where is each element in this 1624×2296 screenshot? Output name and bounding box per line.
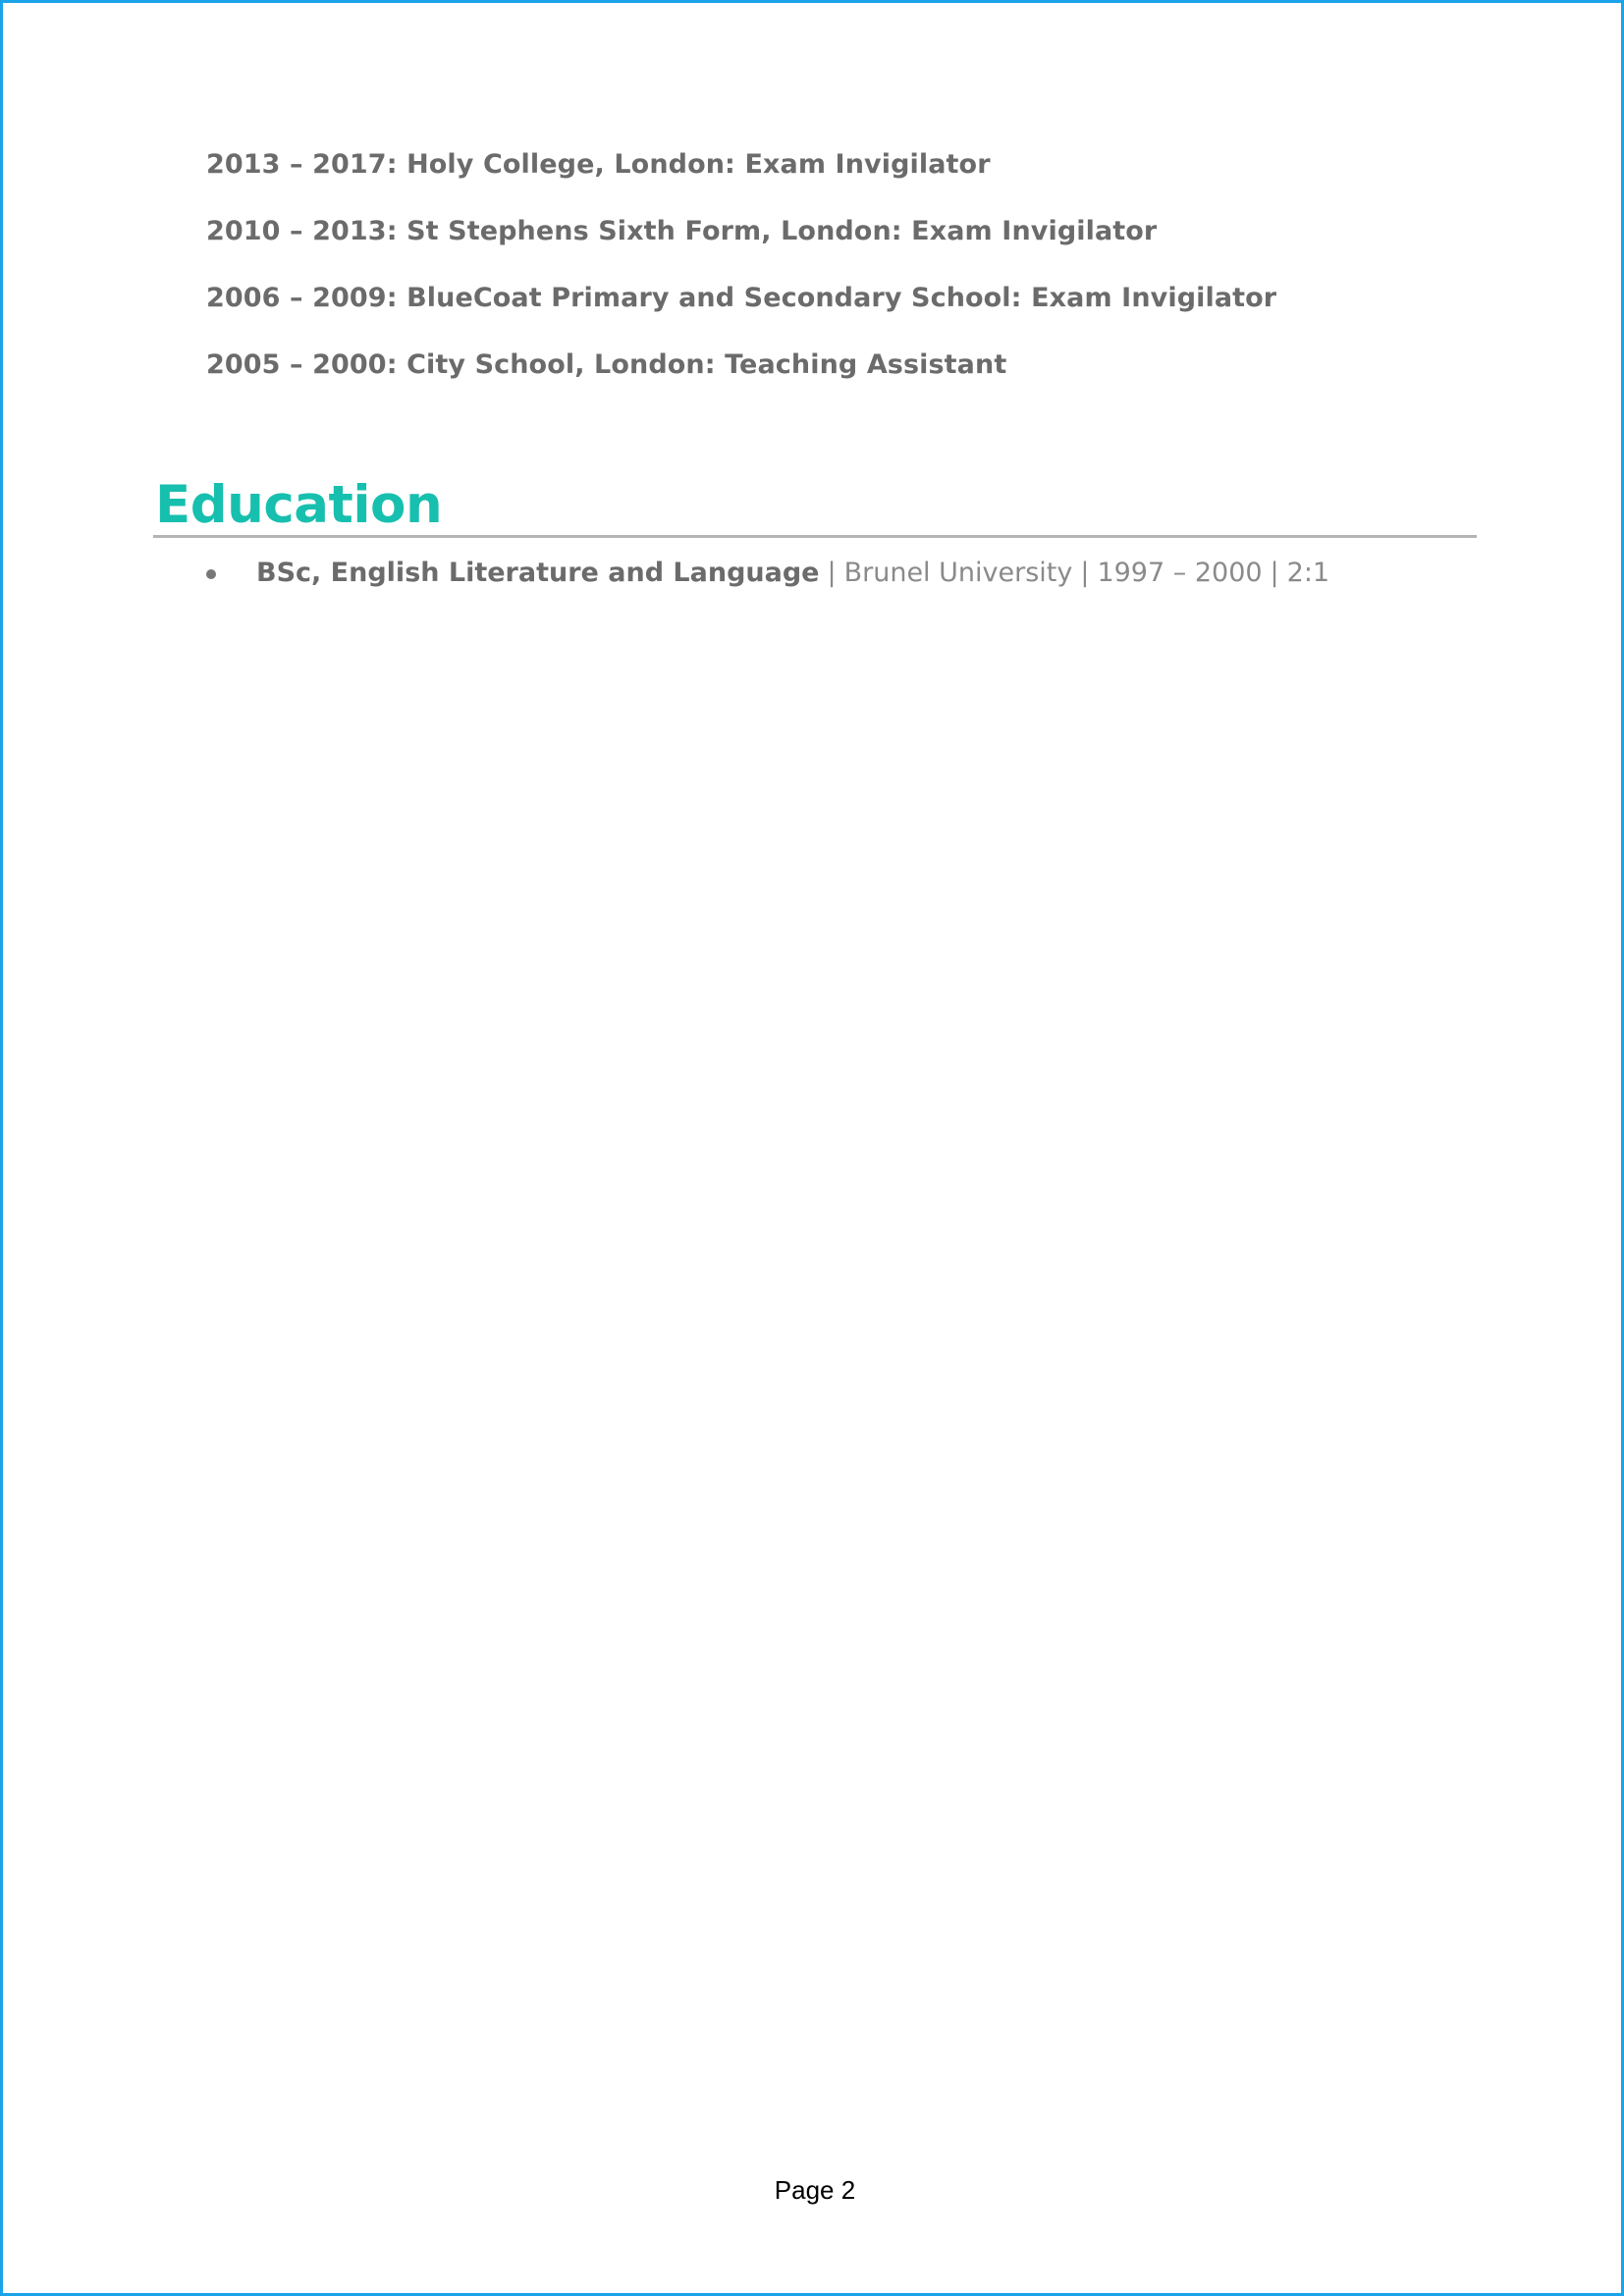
experience-entry: 2005 – 2000: City School, London: Teaching Assistant: [206, 349, 1007, 380]
separator: |: [1080, 558, 1090, 588]
separator: |: [1270, 558, 1279, 588]
education-years: 1997 – 2000: [1097, 558, 1263, 588]
experience-entry: 2010 – 2013: St Stephens Sixth Form, London: Exam Invigilator: [206, 216, 1158, 246]
education-grade: 2:1: [1286, 558, 1330, 588]
bullet-icon: [206, 569, 216, 579]
separator: |: [827, 558, 837, 588]
section-divider: [153, 535, 1477, 538]
page-number: Page 2: [774, 2175, 856, 2205]
education-degree: BSc, English Literature and Language: [256, 558, 820, 588]
education-entry-text: [256, 553, 1329, 594]
education-heading: Education: [155, 475, 443, 535]
education-institution: Brunel University: [843, 558, 1073, 588]
experience-entry: 2006 – 2009: BlueCoat Primary and Secondary School: Exam Invigilator: [206, 283, 1277, 313]
experience-entry: 2013 – 2017: Holy College, London: Exam Invigilator: [206, 149, 991, 180]
experience-list: [206, 142, 1276, 409]
